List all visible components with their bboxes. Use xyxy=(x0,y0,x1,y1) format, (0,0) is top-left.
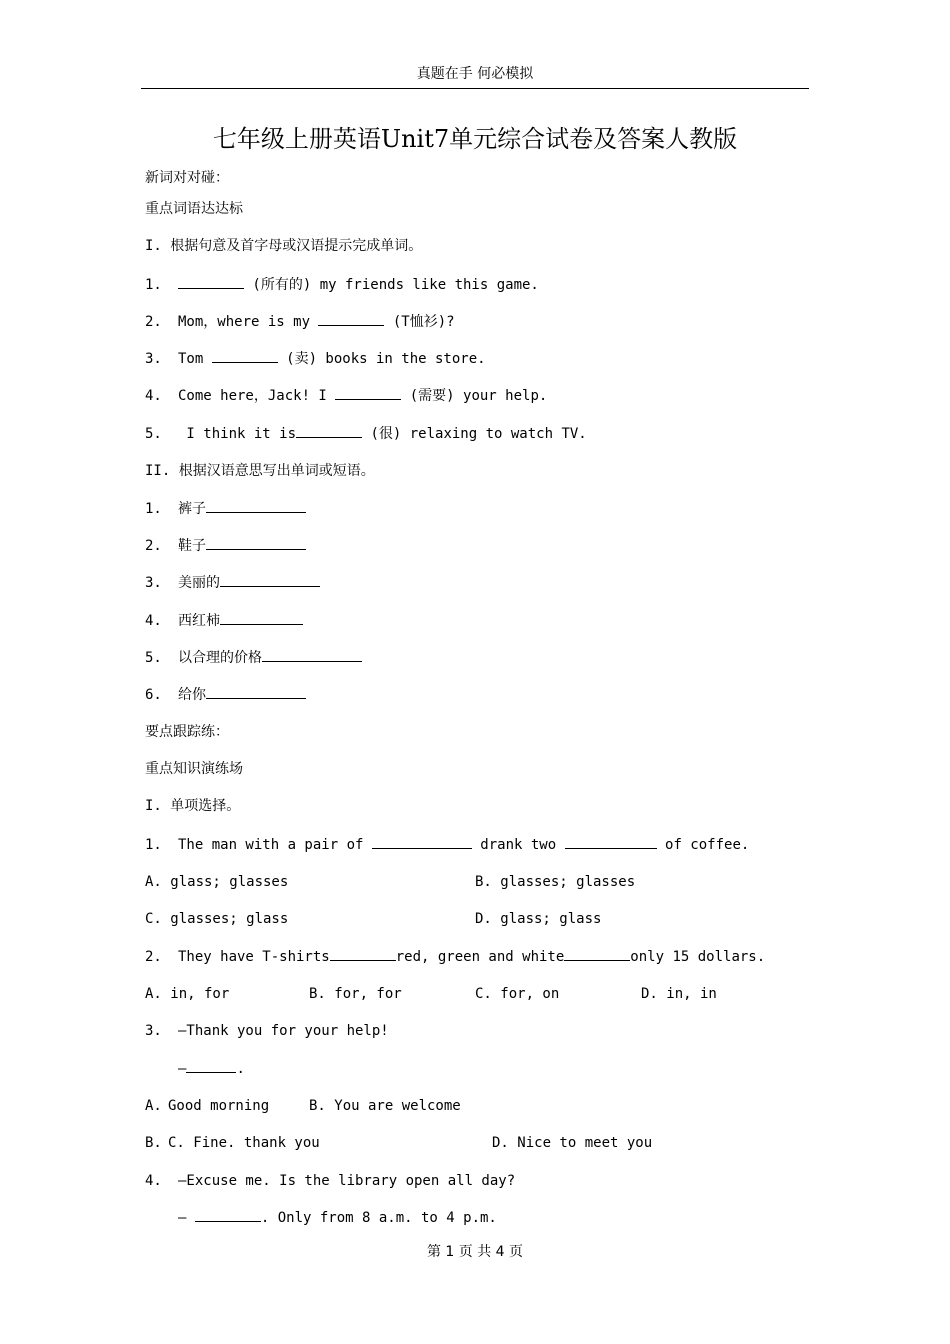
dialogue-end: . Only from 8 a.m. to 4 p.m. xyxy=(260,1210,497,1226)
answer-blank[interactable] xyxy=(178,274,244,289)
option-a[interactable]: A. glass; glasses xyxy=(145,874,289,890)
answer-blank[interactable] xyxy=(330,946,396,961)
item-text-post: (卖) books in the store. xyxy=(277,351,486,367)
item-number: 4. xyxy=(145,388,162,404)
section-subheading: 重点词语达达标 xyxy=(145,201,243,217)
option-a[interactable]: A. in, for xyxy=(145,986,230,1002)
header-divider xyxy=(141,88,809,89)
vocab-item xyxy=(145,610,303,632)
item-text-pre: Mom，where is my xyxy=(178,314,319,330)
item-text: 西红柿 xyxy=(178,613,220,629)
answer-blank[interactable] xyxy=(318,311,384,326)
part-heading: I. 单项选择。 xyxy=(145,798,241,814)
item-number: 6. xyxy=(145,687,162,703)
options-row xyxy=(145,871,805,893)
item-number: 5. xyxy=(145,426,162,442)
option-label: A. xyxy=(145,1098,162,1114)
fill-item xyxy=(145,311,455,333)
question-text-c: of coffee. xyxy=(656,837,750,853)
option-label: B. xyxy=(145,1135,162,1151)
option-d[interactable]: D. glass; glass xyxy=(475,911,602,927)
dialogue-dash: — xyxy=(178,1210,195,1226)
answer-blank[interactable] xyxy=(195,1207,261,1222)
item-number: 2. xyxy=(145,538,162,554)
item-text-post: (所有的) my friends like this game. xyxy=(244,277,539,293)
item-text: 鞋子 xyxy=(178,538,206,554)
item-number: 2. xyxy=(145,314,162,330)
vocab-item xyxy=(145,572,320,594)
question-3 xyxy=(145,1020,389,1042)
option-c[interactable]: C. for, on xyxy=(475,986,560,1002)
part-heading: I. 根据句意及首字母或汉语提示完成单词。 xyxy=(145,238,423,254)
answer-blank[interactable] xyxy=(262,647,362,662)
options-row xyxy=(145,983,805,1005)
item-number: 4. xyxy=(145,613,162,629)
answer-blank[interactable] xyxy=(296,423,362,438)
dialogue-end: . xyxy=(236,1061,245,1077)
item-number: 4. xyxy=(145,1173,162,1189)
question-text-a: They have T-shirts xyxy=(178,949,330,965)
option-d[interactable]: D. Nice to meet you xyxy=(492,1135,653,1151)
answer-blank[interactable] xyxy=(212,348,278,363)
item-text-post: (很) relaxing to watch TV. xyxy=(362,426,587,442)
item-text-pre: Tom xyxy=(178,351,212,367)
options-row xyxy=(145,1132,805,1154)
item-text-pre: Come here，Jack! I xyxy=(178,388,336,404)
document-title: 七年级上册英语Unit7单元综合试卷及答案人教版 xyxy=(212,125,738,153)
item-text: 以合理的价格 xyxy=(178,650,262,666)
answer-blank[interactable] xyxy=(220,572,320,587)
fill-item xyxy=(145,385,547,407)
section-heading: 新词对对碰： xyxy=(145,170,229,186)
answer-blank[interactable] xyxy=(565,834,657,849)
question-2 xyxy=(145,946,765,968)
fill-item xyxy=(145,348,486,370)
question-text-a: The man with a pair of xyxy=(178,837,372,853)
dialogue-line-2 xyxy=(178,1058,245,1080)
option-a[interactable]: Good morning xyxy=(168,1098,270,1114)
option-b[interactable]: B. You are welcome xyxy=(309,1098,461,1114)
question-text-b: drank two xyxy=(471,837,565,853)
item-text: 美丽的 xyxy=(178,575,220,591)
question-text-c: only 15 dollars. xyxy=(630,949,766,965)
part-heading: II. 根据汉语意思写出单词或短语。 xyxy=(145,463,375,479)
page-header: 真题在手 何必模拟 xyxy=(416,66,534,82)
dialogue-dash: — xyxy=(178,1061,187,1077)
option-c[interactable]: C. Fine. thank you xyxy=(168,1135,320,1151)
section-subheading: 重点知识演练场 xyxy=(145,761,243,777)
item-number: 3. xyxy=(145,351,162,367)
item-number: 3. xyxy=(145,575,162,591)
item-number: 5. xyxy=(145,650,162,666)
option-d[interactable]: D. in, in xyxy=(641,986,717,1002)
vocab-item xyxy=(145,684,306,706)
answer-blank[interactable] xyxy=(206,684,306,699)
dialogue-line-2 xyxy=(178,1207,497,1229)
dialogue-line-1: —Thank you for your help! xyxy=(178,1023,389,1039)
answer-blank[interactable] xyxy=(335,385,401,400)
vocab-item xyxy=(145,647,362,669)
answer-blank[interactable] xyxy=(206,535,306,550)
page-footer: 第 1 页 共 4 页 xyxy=(426,1244,524,1260)
fill-item xyxy=(145,423,587,445)
answer-blank[interactable] xyxy=(186,1058,236,1073)
option-c[interactable]: C. glasses; glass xyxy=(145,911,289,927)
options-row xyxy=(145,908,805,930)
item-number: 1. xyxy=(145,837,162,853)
answer-blank[interactable] xyxy=(220,610,303,625)
question-text-b: red, green and white xyxy=(395,949,565,965)
answer-blank[interactable] xyxy=(206,498,306,513)
item-text-post: (需要) your help. xyxy=(401,388,548,404)
vocab-item xyxy=(145,498,306,520)
section-heading: 要点跟踪练： xyxy=(145,724,229,740)
item-text: 裤子 xyxy=(178,501,206,517)
question-4 xyxy=(145,1170,515,1192)
item-text-pre: I think it is xyxy=(178,426,297,442)
answer-blank[interactable] xyxy=(564,946,630,961)
item-number: 3. xyxy=(145,1023,162,1039)
option-b[interactable]: B. for, for xyxy=(309,986,402,1002)
question-1 xyxy=(145,834,749,856)
item-text: 给你 xyxy=(178,687,206,703)
item-number: 2. xyxy=(145,949,162,965)
dialogue-line-1: —Excuse me. Is the library open all day? xyxy=(178,1173,516,1189)
option-b[interactable]: B. glasses; glasses xyxy=(475,874,636,890)
item-number: 1. xyxy=(145,277,162,293)
options-row xyxy=(145,1095,805,1117)
item-text-post: (T恤衫)? xyxy=(384,314,455,330)
vocab-item xyxy=(145,535,306,557)
answer-blank[interactable] xyxy=(372,834,472,849)
fill-item xyxy=(145,274,539,296)
item-number: 1. xyxy=(145,501,162,517)
